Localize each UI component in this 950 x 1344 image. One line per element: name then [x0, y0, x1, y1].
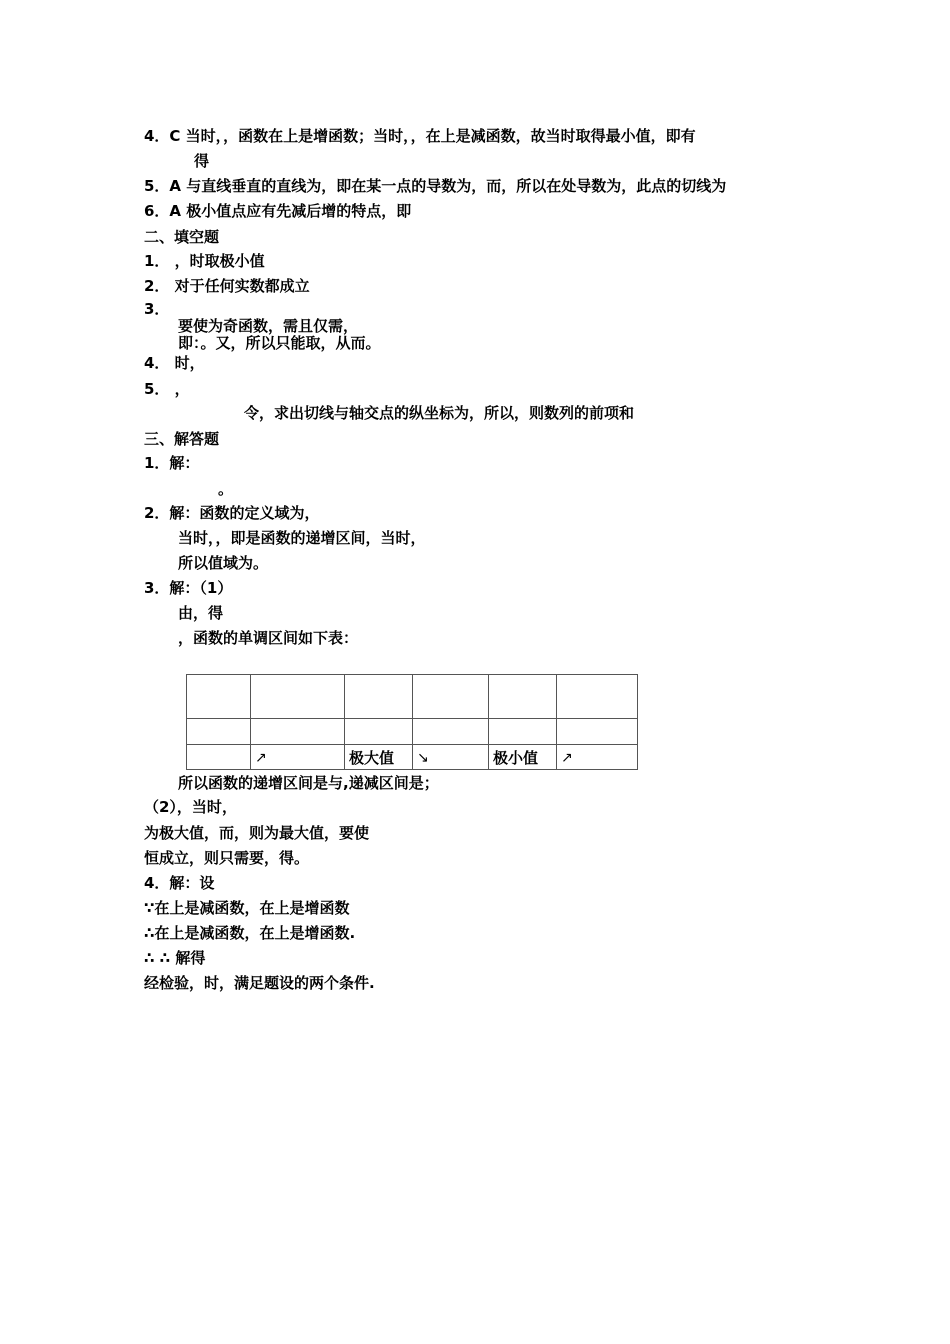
table-cell [345, 719, 413, 745]
decreasing-arrow-icon: ↘ [417, 750, 429, 766]
table-cell [187, 745, 251, 770]
line-fill4: 4． 时， [144, 354, 205, 372]
table-cell [251, 675, 345, 719]
line-solve4-c: ∴ ∴ 解得 [144, 949, 206, 967]
table-cell [345, 675, 413, 719]
monotonicity-table [186, 674, 638, 770]
line-solve3-c: 所以函数的递增区间是与,递减区间是； [178, 774, 439, 792]
line-solve1: 1．解： [144, 454, 200, 472]
line-fill5-a: 令，求出切线与轴交点的纵坐标为，所以，则数列的前项和 [244, 404, 635, 422]
table-cell-local-max: 极大值 [345, 745, 413, 770]
line-fill3-a: 要使为奇函数，需且仅需， [178, 317, 359, 335]
line-solve2-b: 所以值域为。 [178, 554, 269, 572]
line-solve4-b: ∴在上是减函数，在上是增函数. [144, 924, 356, 942]
table-row [187, 719, 638, 745]
line-ans4-cont: 得 [194, 152, 210, 170]
table-cell [489, 719, 557, 745]
line-solve4: 4．解：设 [144, 874, 215, 892]
line-solve4-d: 经检验，时，满足题设的两个条件. [144, 974, 375, 992]
table-cell [413, 745, 489, 770]
line-solve2-a: 当时，，即是函数的递增区间，当时， [178, 529, 426, 547]
line-ans4: 4．C 当时，，函数在上是增函数；当时，，在上是减函数，故当时取得最小值，即有 [144, 127, 696, 145]
line-solve3-a: 由，得 [178, 604, 224, 622]
line-solve4-a: ∵在上是减函数，在上是增函数 [144, 899, 350, 917]
line-solve1-a: 。 [218, 480, 234, 498]
line-solve3-b: ，函数的单调区间如下表： [178, 629, 359, 647]
increasing-arrow-icon: ↗ [561, 750, 573, 766]
table-cell [187, 719, 251, 745]
table-cell [251, 745, 345, 770]
table-cell [251, 719, 345, 745]
line-ans6: 6．A 极小值点应有先减后增的特点，即 [144, 202, 412, 220]
table-cell [557, 745, 638, 770]
table-cell [557, 719, 638, 745]
table-cell [187, 675, 251, 719]
line-solve2: 2．解：函数的定义域为， [144, 504, 320, 522]
table-row [187, 745, 638, 770]
increasing-arrow-icon: ↗ [255, 750, 267, 766]
line-solve3-d: （2），当时， [144, 798, 237, 816]
line-fill3: 3． [144, 300, 170, 318]
table-cell-local-min: 极小值 [489, 745, 557, 770]
section-answers-heading: 三、解答题 [144, 430, 220, 448]
line-fill3-b: 即：。又，所以只能取，从而。 [178, 334, 381, 352]
table-cell [557, 675, 638, 719]
table-cell [413, 719, 489, 745]
table-row [187, 675, 638, 719]
section-fill-blank-heading: 二、填空题 [144, 228, 220, 246]
line-fill2: 2． 对于任何实数都成立 [144, 277, 310, 295]
line-solve3-f: 恒成立，则只需要，得。 [144, 849, 310, 867]
line-solve3-e: 为极大值，而，则为最大值，要使 [144, 824, 370, 842]
table-cell [413, 675, 489, 719]
line-ans5: 5．A 与直线垂直的直线为，即在某一点的导数为，而，所以在处导数为，此点的切线为 [144, 177, 727, 195]
table-cell [489, 675, 557, 719]
line-fill5: 5． ， [144, 380, 190, 398]
line-fill1: 1． ，时取极小值 [144, 252, 265, 270]
line-solve3: 3．解：（1） [144, 579, 233, 597]
